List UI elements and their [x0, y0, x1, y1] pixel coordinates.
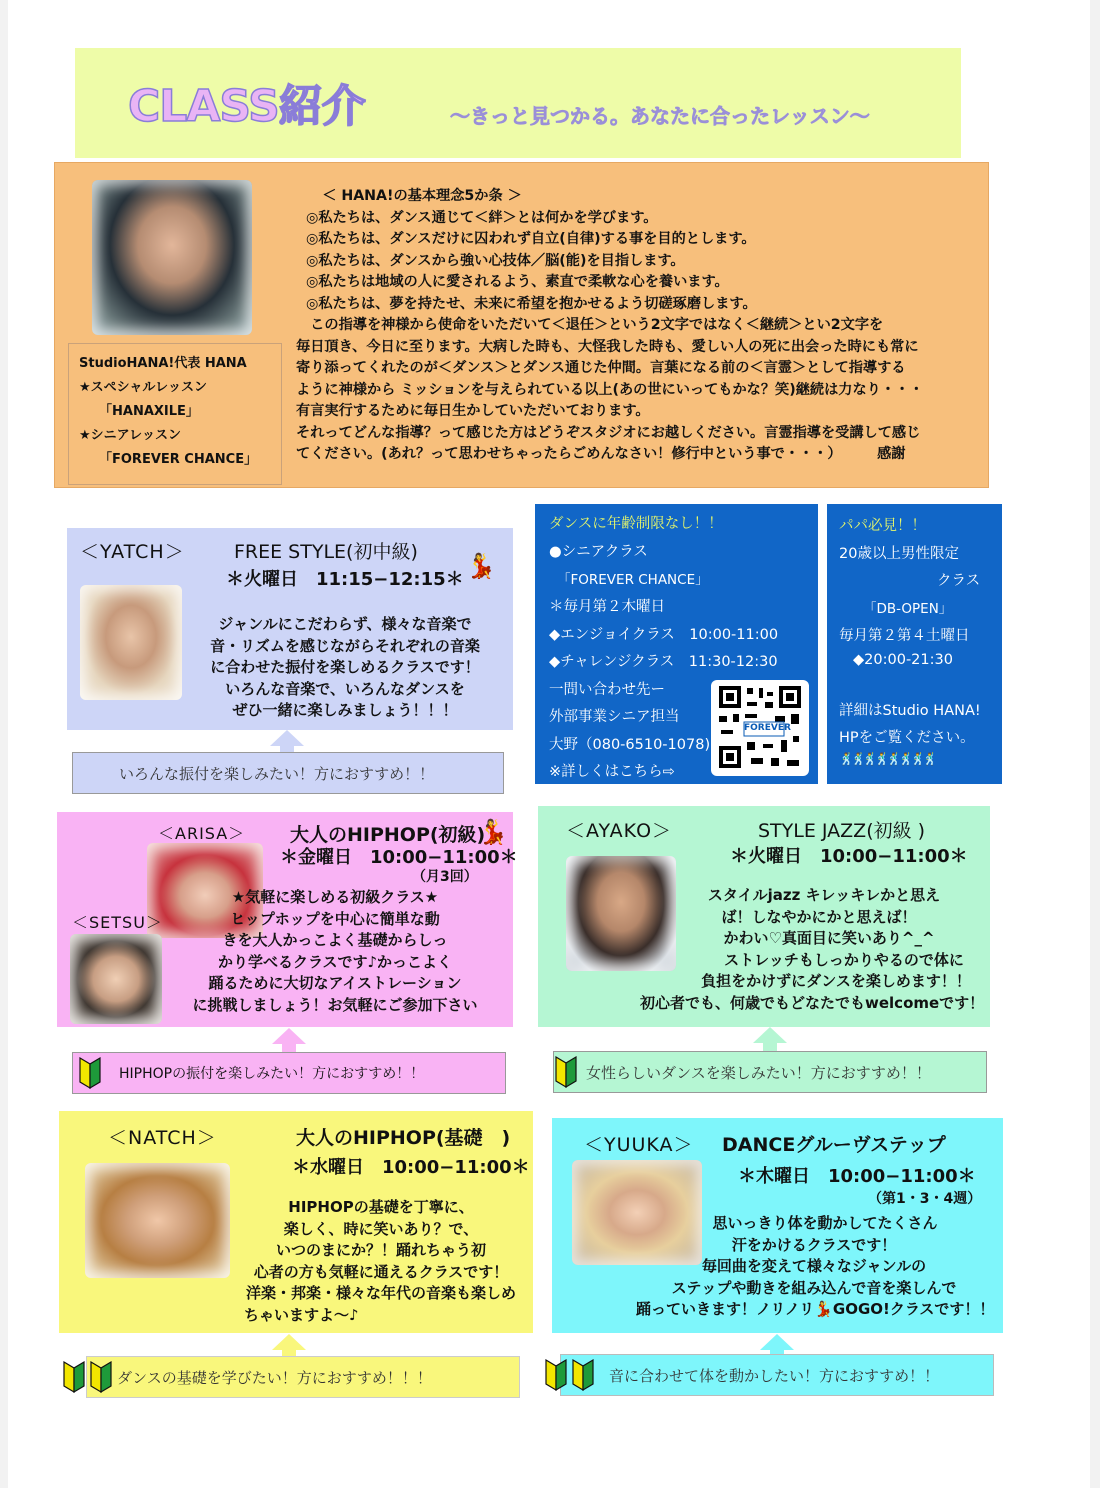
arrow-stem [282, 1044, 296, 1052]
class-time: ＊火曜日 11:15−12:15＊ [226, 569, 464, 590]
senior-heading: ダンスに年齢制限なし！！ [549, 516, 723, 532]
recommend-box: HIPHOPの振付を楽しみたい！方におすすめ！！ [72, 1052, 506, 1094]
desc-line: ★気軽に楽しめる初級クラス★ [231, 888, 439, 906]
class-description [636, 1213, 995, 1321]
instructor-name: ＜YUUKA＞ [584, 1134, 694, 1156]
class-title: 大人のHIPHOP(初級) [290, 824, 486, 846]
arrow-stem [763, 1043, 777, 1051]
desc-line: 思いっきり体を動かしてたくさん [712, 1214, 938, 1232]
beginner-mark-icon [554, 1055, 578, 1089]
desc-line: ぜひ一緒に楽しみましょう！！！ [232, 701, 458, 719]
class-note: （第1・3・4週） [868, 1191, 982, 1207]
philosophy-line: ように神様から ミッションを与えられている以上(あの世にいってもかな？笑)継続は力なり・・・ [296, 381, 924, 398]
senior-line: ●シニアクラス [549, 544, 648, 560]
philosophy-line: ◎私たちは、ダンスから強い心技体／脳(能)を目指します。 [306, 252, 685, 269]
instructor-name: ＜NATCH＞ [108, 1127, 217, 1149]
philosophy-line: 寄り添ってくれたのが＜ダンス＞とダンス通じた仲間。言葉になる前の＜言霊＞として指導する [296, 360, 906, 376]
class-description [630, 885, 985, 1014]
desc-line: 洋楽・邦楽・様々な年代の音楽も楽しめ [245, 1284, 516, 1302]
desc-line: 毎回曲を変えて様々なジャンルの [701, 1257, 927, 1275]
instructor-name: ＜YATCH＞ [80, 541, 185, 563]
class-title: FREE STYLE(初中級) [234, 541, 418, 563]
recommend-box: 音に合わせて体を動かしたい！方におすすめ！！ [560, 1354, 994, 1396]
recommend-box: 女性らしいダンスを楽しみたい！方におすすめ！！ [553, 1051, 987, 1093]
philosophy-line: ◎私たちは地域の人に愛されるよう、素直で柔軟な心を養います。 [306, 274, 729, 290]
desc-line: スタイルjazz キレッキレかと思え [707, 886, 941, 904]
desc-line: ストレッチもしっかりやるので体に [724, 950, 964, 969]
desc-line: ジャンルにこだわらず、様々な音楽で [218, 615, 472, 633]
class-time: ＊水曜日 10:00−11:00＊ [292, 1157, 530, 1178]
page-subtitle: 〜きっと見つかる。あなたに合ったレッスン〜 [450, 104, 870, 128]
philosophy-heading: ＜ HANA!の基本理念5か条 ＞ [308, 188, 522, 204]
desc-line: 汗をかけるクラスです！ [731, 1235, 897, 1254]
instructor-name: ＜ARISA＞ [158, 824, 246, 843]
desc-line: 踊っていきます！ノリノリ💃GOGO!クラスです！！ [636, 1300, 995, 1318]
desc-line: 負担をかけずにダンスを楽しめます！！ [701, 972, 971, 990]
senior-line: ◆エンジョイクラス 10:00-11:00 [549, 627, 779, 643]
desc-line: かわい♡真面目に笑いあり^_^ [723, 929, 935, 947]
papa-line: クラス [937, 573, 981, 589]
beginner-mark-icon [89, 1360, 113, 1394]
philosophy-line: ◎私たちは、ダンスだけに囚われず自立(自律)する事を目的とします。 [306, 231, 756, 247]
class-time: ＊木曜日 10:00−11:00＊ [738, 1166, 976, 1187]
desc-line: ヒップホップを中心に簡単な動 [230, 909, 440, 928]
instructor-name: ＜SETSU＞ [72, 913, 163, 932]
philosophy-line: てください。(あれ？って思わせちゃったらごめんなさい！修行中という事で・・・） 感謝 [296, 446, 906, 462]
arrow-up-icon [753, 1027, 787, 1043]
class-note: （月3回） [412, 869, 478, 885]
desc-line: HIPHOPの基礎を丁寧に、 [288, 1198, 474, 1216]
dancer-icon: 🕺🕺🕺🕺🕺🕺🕺🕺 [839, 752, 935, 766]
senior-line: 「FOREVER CHANCE」 [557, 572, 709, 588]
desc-line: ステップや動きを組み込んで音を楽しんで [671, 1278, 957, 1297]
desc-line: いろんな音楽で、いろんなダンスを [225, 679, 465, 698]
hana-photo [92, 180, 252, 335]
desc-line: ちゃいますよ〜♪ [244, 1305, 359, 1324]
yatch-photo [80, 585, 182, 700]
papa-line: HPをご覧ください。 [839, 730, 975, 746]
senior-line: ＊毎月第２木曜日 [549, 599, 665, 615]
philosophy-text [296, 186, 976, 466]
papa-line: ◆20:00-21:30 [853, 652, 953, 668]
arrow-up-icon [272, 1028, 306, 1044]
special-lesson-label: ★スペシャルレッスン [79, 380, 207, 395]
papa-line: 毎月第２第４土曜日 [839, 628, 970, 644]
class-time: ＊火曜日 10:00−11:00＊ [730, 846, 968, 867]
philosophy-line: 毎日頂き、今日に至ります。大病した時も、大怪我した時も、愛しい人の死に出会った時にも常に [296, 338, 919, 355]
senior-line: ◆チャレンジクラス 11:30-12:30 [549, 654, 778, 670]
philosophy-line: ◎私たちは、ダンス通じて＜絆＞とは何かを学びます。 [306, 209, 658, 226]
instructor-name: ＜AYAKO＞ [566, 820, 673, 842]
dancer-icon: 💃 [466, 552, 496, 580]
philosophy-line: 有言実行するために毎日生かしていただいております。 [296, 403, 650, 419]
beginner-mark-icon [571, 1358, 595, 1392]
class-description [170, 887, 500, 1016]
senior-line: 大野（080-6510-1078) [549, 737, 711, 753]
desc-line: に挑戦しましょう！お気軽にご参加下さい [192, 995, 478, 1014]
beginner-mark-icon [78, 1056, 102, 1090]
owner-card [68, 343, 282, 485]
beginner-mark-icon [62, 1360, 86, 1394]
senior-line: 一問い合わせ先ー [549, 682, 665, 698]
qr-code[interactable] [711, 680, 809, 776]
papa-line: 詳細はStudio HANA! [839, 703, 981, 719]
owner-name: StudioHANA!代表 HANA [79, 356, 247, 371]
class-description [236, 1197, 526, 1326]
arrow-up-icon [272, 1334, 306, 1350]
senior-lesson-name: 「FOREVER CHANCE」 [99, 452, 258, 467]
arrow-up-icon [760, 1334, 794, 1350]
papa-line: 20歳以上男性限定 [839, 546, 959, 562]
beginner-mark-icon [544, 1358, 568, 1392]
papa-line: 「DB-OPEN」 [863, 601, 953, 617]
senior-link[interactable]: ※詳しくはこちら⇨ [549, 764, 675, 780]
desc-line: きを大人かっこよく基礎からしっ [222, 931, 448, 949]
senior-lesson-label: ★シニアレッスン [79, 428, 182, 443]
papa-class-info [827, 504, 1002, 784]
desc-line: 楽しく、時に笑いあり？で、 [283, 1219, 479, 1238]
desc-line: かり学べるクラスです♪かっこよく [217, 952, 453, 971]
qr-label: FOREVER [744, 723, 791, 733]
desc-line: 初心者でも、何歳でもどなたでもwelcomeです！ [640, 993, 985, 1012]
desc-line: 踊るために大切なアイストレーション [208, 974, 462, 992]
papa-heading: パパ必見！！ [839, 518, 926, 534]
desc-line: に合わせた振付を楽しめるクラスです！ [210, 658, 480, 676]
class-description [190, 614, 500, 722]
senior-line: 外部事業シニア担当 [549, 709, 680, 725]
desc-line: ば！しなやかにかと思えば！ [721, 907, 917, 926]
setsu-photo [70, 934, 162, 1024]
class-time: ＊金曜日 10:00−11:00＊ [280, 847, 518, 868]
philosophy-line: それってどんな指導？って感じた方はどうぞスタジオにお越しください。言霊指導を受講して感じ [296, 424, 921, 441]
dancer-icon: 💃 [478, 818, 508, 846]
recommend-box: ダンスの基礎を学びたい！方におすすめ！！！ [86, 1356, 520, 1398]
desc-line: 音・リズムを感じながらそれぞれの音楽 [210, 636, 480, 655]
philosophy-line: この指導を神様から使命をいただいて＜退任＞という2文字ではなく＜継続＞とい2文字を [296, 317, 884, 333]
philosophy-line: ◎私たちは、夢を持たせ、未来に希望を抱かせるよう切磋琢磨します。 [306, 295, 757, 312]
class-title: 大人のHIPHOP(基礎 ) [296, 1127, 511, 1149]
desc-line: いつのまにか？！踊れちゃう初 [275, 1241, 486, 1259]
class-title: STYLE JAZZ(初級 ) [758, 820, 926, 842]
desc-line: 心者の方も気軽に通えるクラスです！ [253, 1262, 509, 1281]
recommend-box: いろんな振付を楽しみたい！方におすすめ！！ [72, 752, 504, 794]
special-lesson-name: 「HANAXILE」 [99, 404, 199, 419]
natch-photo [85, 1163, 230, 1278]
arrow-up-icon [270, 730, 304, 746]
class-title: DANCEグルーヴステップ [722, 1134, 946, 1156]
page-title: CLASS紹介 [128, 81, 365, 132]
